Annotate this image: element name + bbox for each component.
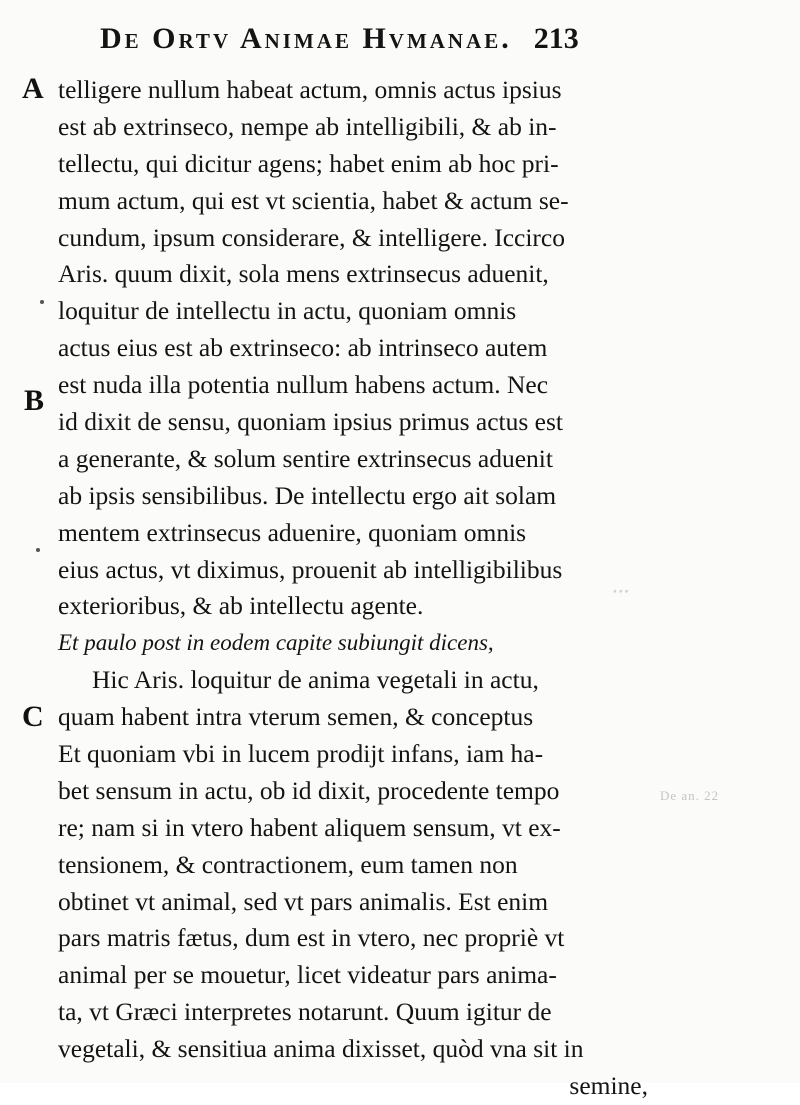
text-line: obtinet vt animal, sed vt pars animalis. Est enim — [58, 886, 549, 916]
text-line: id dixit de sensu, quoniam ipsius primus actus est — [58, 407, 564, 437]
text-line: telligere nullum habeat actum, omnis actus ipsius — [58, 75, 562, 104]
margin-letter-a: A — [22, 72, 44, 105]
text-line: Et quoniam vbi in lucem prodijt infans, iam ha- — [58, 739, 544, 769]
text-line: mentem extrinsecus aduenire, quoniam omnis — [58, 517, 527, 547]
text-line: Hic Aris. loquitur de anima vegetali in actu, — [92, 665, 539, 695]
text-line: animal per se mouetur, licet videatur pars anima- — [58, 960, 557, 990]
text-line: ta, vt Græci interpretes notarunt. Quum igitur de — [58, 997, 552, 1027]
catchword: semine, — [569, 1071, 648, 1101]
bleed-through-mark: ⸱⸱⸱ — [610, 579, 628, 604]
text-line: ab ipsis sensibilibus. De intellectu ergo ait solam — [58, 480, 557, 510]
text-line: a generante, & solum sentire extrinsecus aduenit — [58, 443, 553, 473]
text-line: pars matris fætus, dum est in vtero, nec propriè vt — [58, 923, 565, 953]
text-line: actus eius est ab extrinseco: ab intrinseco autem — [58, 333, 548, 363]
text-line: quam habent intra vterum semen, & conceptus — [58, 702, 534, 732]
margin-letter-c: C — [22, 700, 44, 733]
text-line: vegetali, & sensitiua anima dixisset, quòd vna sit in — [58, 1034, 584, 1064]
text-line: cundum, ipsum considerare, & intelligere. Iccirco — [58, 222, 565, 252]
running-title: De Ortv Animae Hvmanae. — [100, 22, 512, 55]
text-line: est ab extrinseco, nempe ab intelligibili, & ab in- — [58, 111, 557, 141]
text-line: re; nam si in vtero habent aliquem sensum, vt ex- — [58, 812, 561, 842]
italic-text-line: Et paulo post in eodem capite subiungit dicens, — [58, 630, 494, 656]
text-line: mum actum, qui est vt scientia, habet & actum se- — [58, 185, 569, 215]
text-line: eius actus, vt diximus, prouenit ab intelligibilibus — [58, 554, 563, 584]
page-number: 213 — [533, 22, 579, 55]
ink-speck — [40, 300, 44, 304]
text-line: tensionem, & contractionem, eum tamen non — [58, 849, 518, 879]
margin-letter-b: B — [24, 384, 45, 417]
ink-speck — [36, 548, 40, 552]
text-line: est nuda illa potentia nullum habens actum. Nec — [58, 370, 549, 400]
margin-note: De an. 22 — [660, 788, 720, 803]
text-line: loquitur de intellectu in actu, quoniam omnis — [58, 296, 517, 326]
text-line: bet sensum in actu, ob id dixit, procedente tempo — [58, 775, 560, 805]
text-line: Aris. quum dixit, sola mens extrinsecus aduenit, — [58, 259, 549, 289]
text-line: exterioribus, & ab intellectu agente. — [58, 591, 424, 621]
body-text — [58, 72, 658, 1105]
running-head — [100, 22, 660, 66]
text-line: tellectu, qui dicitur agens; habet enim ab hoc pri- — [58, 148, 559, 178]
